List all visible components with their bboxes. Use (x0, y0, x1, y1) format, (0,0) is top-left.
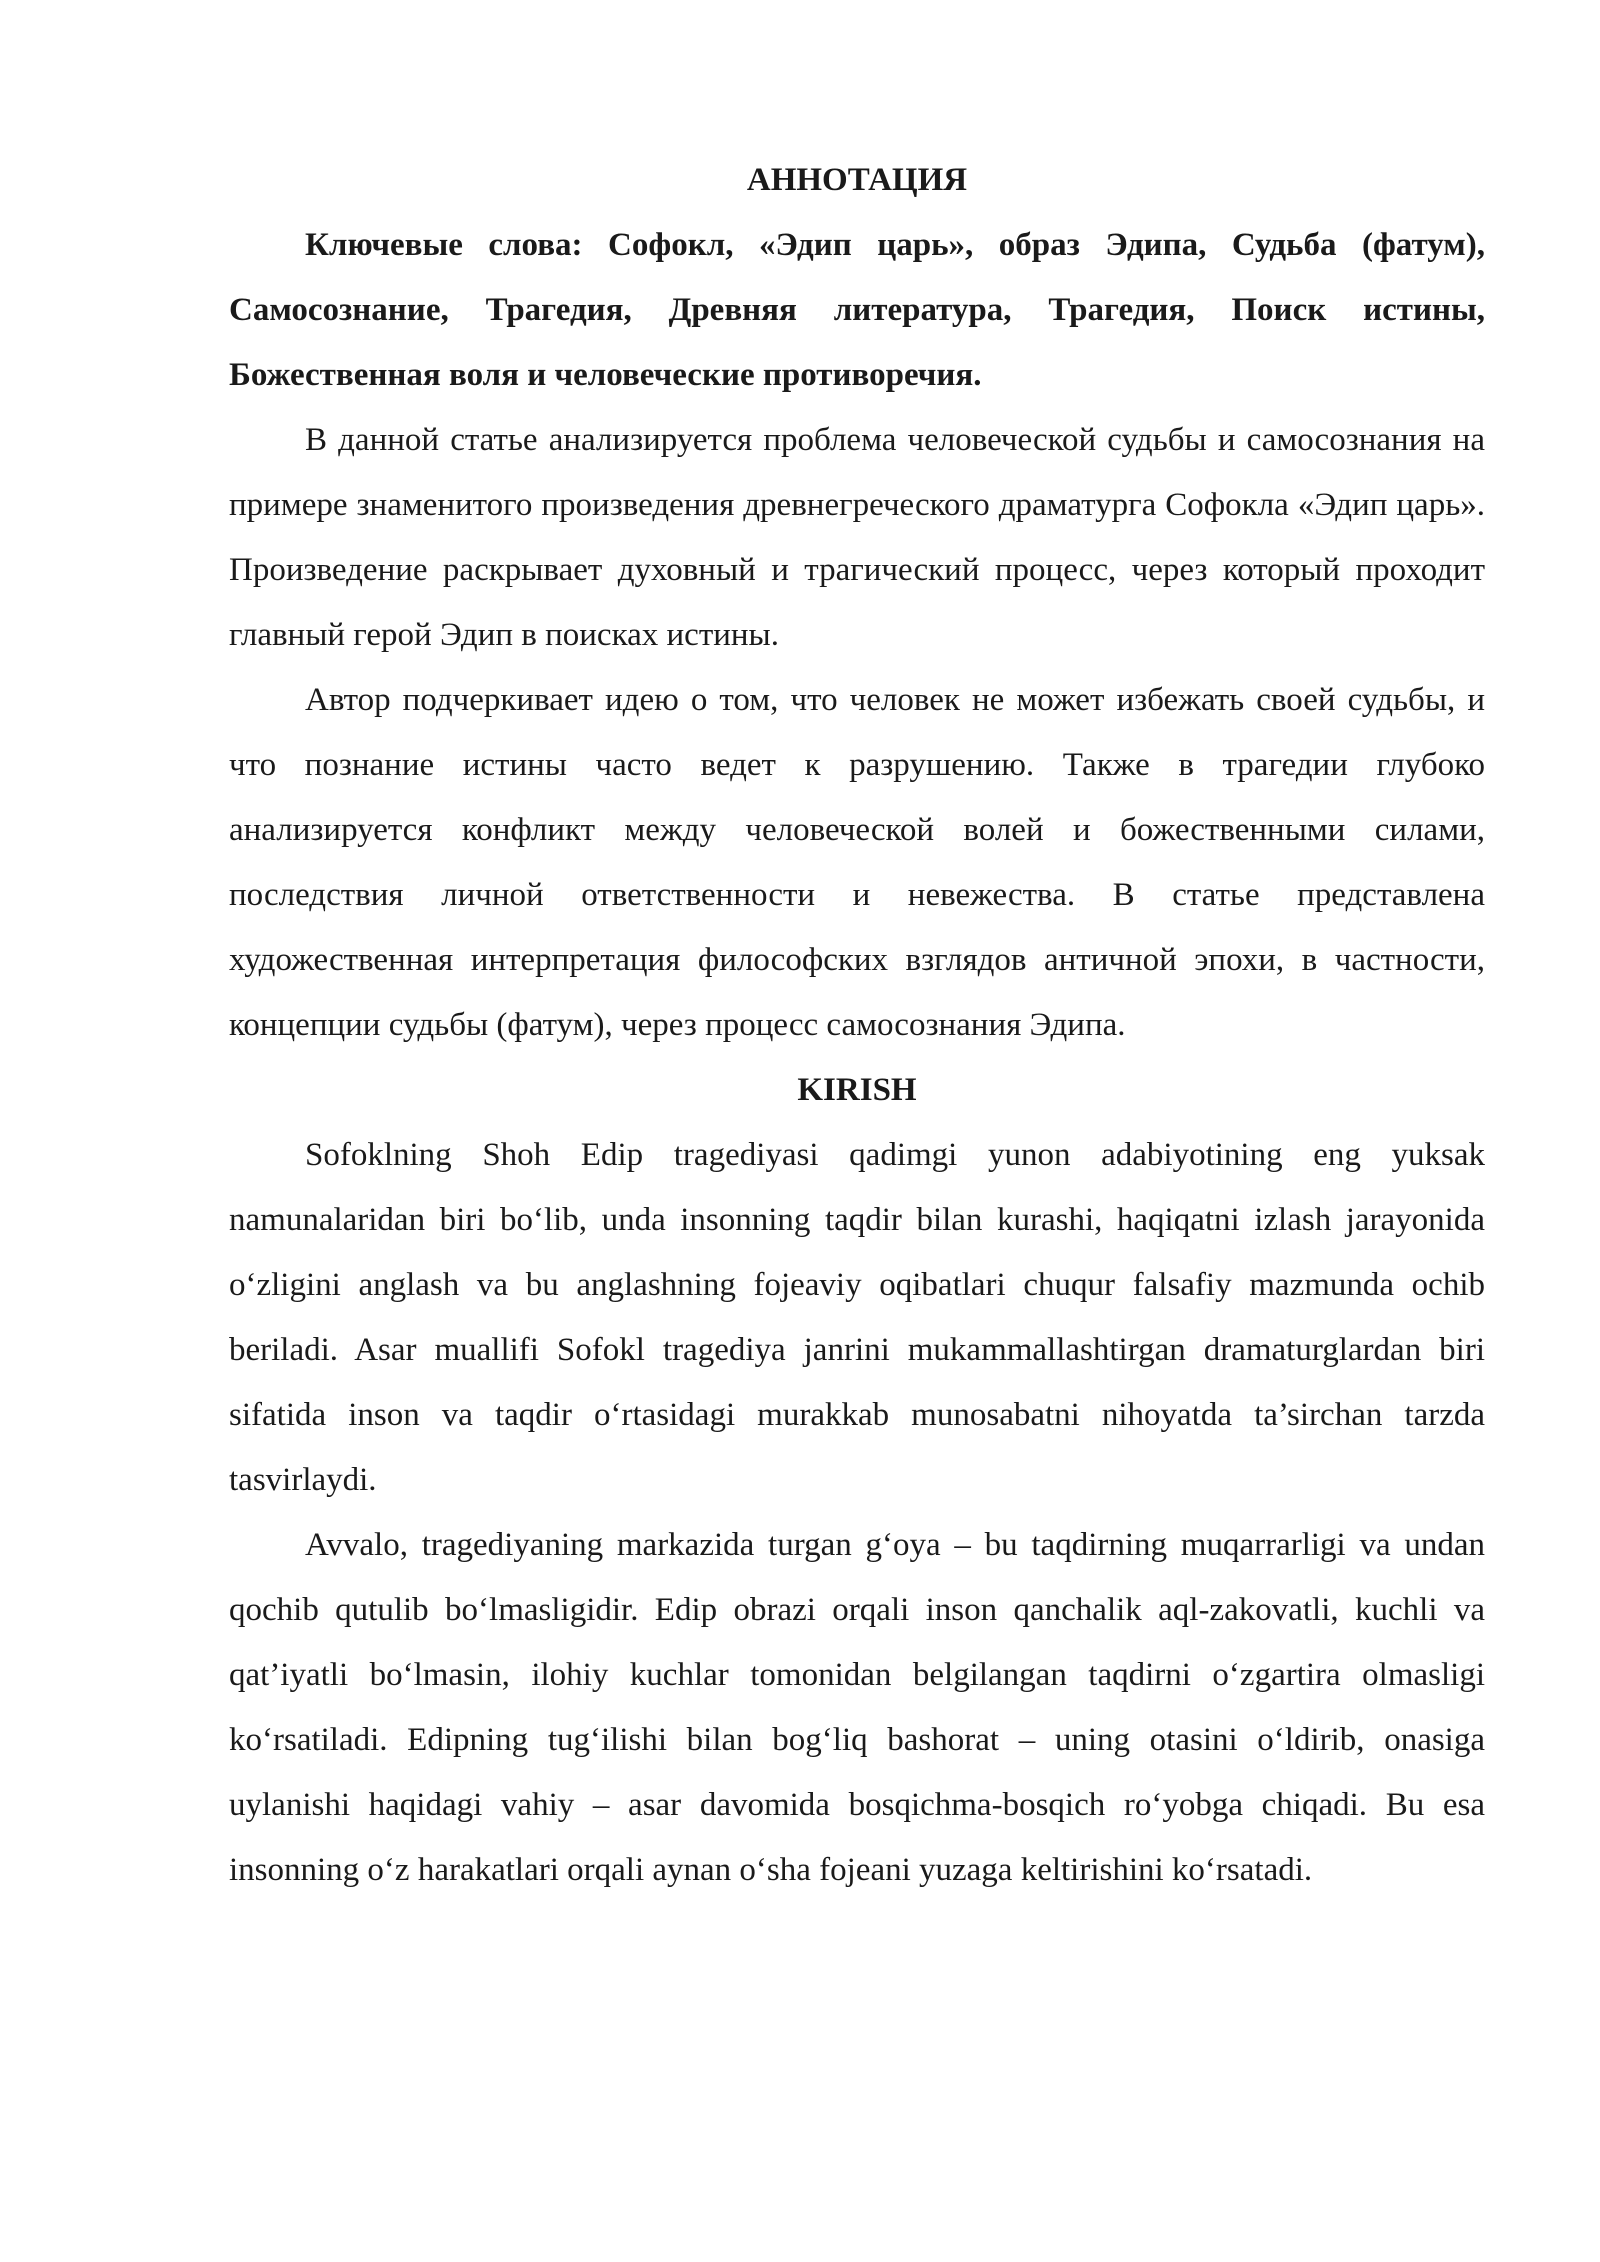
keywords-paragraph: Ключевые слова: Софокл, «Эдип царь», образ Эдипа, Судьба (фатум), Самосознание, Трагедия, Древняя литература, Трагедия, Поиск истины, Божественная воля и человеческие противоречия. (229, 227, 1485, 393)
annotation-paragraph-1: В данной статье анализируется проблема человеческой судьбы и самосознания на примере знаменитого произведения древнегреческого драматурга Софокла «Эдип царь». Произведение раскрывает духовный и трагический процесс, через который проходит главный герой Эдип в поисках истины. (229, 422, 1485, 653)
annotation-heading: АННОТАЦИЯ (746, 162, 968, 198)
document-page (229, 148, 1485, 1903)
introduction-paragraph-2: Avvalo, tragediyaning markazida turgan gʻoya – bu taqdirning muqarrarligi va undan qochib qutulib boʻlmasligidir. Edip obrazi orqali inson qanchalik aql-zakovatli, kuchli va qat’iyatli boʻlmasin, ilohiy kuchlar tomonidan belgilangan taqdirni oʻzgartira olmasligi koʻrsatiladi. Edipning tugʻilishi bilan bogʻliq bashorat – uning otasini oʻldirib, onasiga uylanishi haqidagi vahiy – asar davomida bosqichma-bosqich roʻyobga chiqadi. Bu esa insonning oʻz harakatlari orqali aynan oʻsha fojeani yuzaga keltirishini koʻrsatadi. (229, 1527, 1485, 1888)
introduction-heading: KIRISH (797, 1072, 917, 1108)
annotation-paragraph-2: Автор подчеркивает идею о том, что человек не может избежать своей судьбы, и что познание истины часто ведет к разрушению. Также в трагедии глубоко анализируется конфликт между человеческой волей и божественными силами, последствия личной ответственности и невежества. В статье представлена художественная интерпретация философских взглядов античной эпохи, в частности, концепции судьбы (фатум), через процесс самосознания Эдипа. (229, 682, 1485, 1043)
introduction-paragraph-1: Sofoklning Shoh Edip tragediyasi qadimgi yunon adabiyotining eng yuksak namunalaridan biri boʻlib, unda insonning taqdir bilan kurashi, haqiqatni izlash jarayonida oʻzligini anglash va bu anglashning fojeaviy oqibatlari chuqur falsafiy mazmunda ochib beriladi. Asar muallifi Sofokl tragediya janrini mukammallashtirgan dramaturglardan biri sifatida inson va taqdir oʻrtasidagi murakkab munosabatni nihoyatda ta’sirchan tarzda tasvirlaydi. (229, 1137, 1485, 1498)
